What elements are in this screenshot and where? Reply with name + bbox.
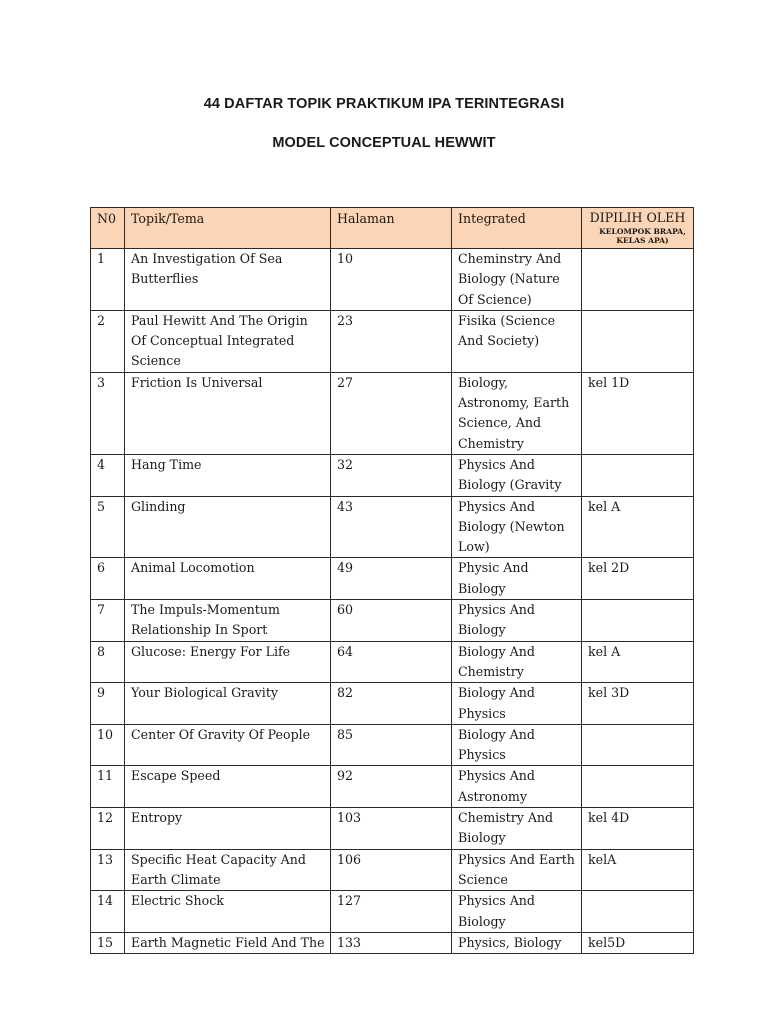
cell-page: 49	[331, 558, 452, 600]
cell-integrated: Physics And Biology	[452, 891, 582, 933]
cell-integrated: Biology And Physics	[452, 724, 582, 766]
cell-page: 133	[331, 932, 452, 953]
cell-page: 43	[331, 496, 452, 558]
table-row	[91, 849, 694, 891]
table-header	[91, 208, 694, 249]
cell-topic: Paul Hewitt And The Origin Of Conceptual Integrated Science	[125, 310, 331, 372]
header-no: N0	[91, 208, 125, 249]
cell-chosen-by	[582, 891, 694, 933]
cell-topic: Escape Speed	[125, 766, 331, 808]
table-row	[91, 891, 694, 933]
cell-page: 106	[331, 849, 452, 891]
header-page: Halaman	[331, 208, 452, 249]
cell-topic: Specific Heat Capacity And Earth Climate	[125, 849, 331, 891]
cell-chosen-by: kelA	[582, 849, 694, 891]
cell-integrated: Physics And Biology (Newton Low)	[452, 496, 582, 558]
cell-chosen-by: kel 3D	[582, 683, 694, 725]
table-row	[91, 683, 694, 725]
table-body	[91, 249, 694, 954]
cell-no: 13	[91, 849, 125, 891]
cell-topic: Your Biological Gravity	[125, 683, 331, 725]
cell-topic: Center Of Gravity Of People	[125, 724, 331, 766]
cell-no: 6	[91, 558, 125, 600]
cell-topic: An Investigation Of Sea Butterflies	[125, 249, 331, 311]
cell-no: 11	[91, 766, 125, 808]
table-row	[91, 372, 694, 454]
cell-no: 9	[91, 683, 125, 725]
cell-integrated: Biology And Physics	[452, 683, 582, 725]
cell-chosen-by	[582, 249, 694, 311]
cell-no: 3	[91, 372, 125, 454]
table-row	[91, 808, 694, 850]
table-row	[91, 724, 694, 766]
cell-page: 127	[331, 891, 452, 933]
table-row	[91, 454, 694, 496]
table-row	[91, 558, 694, 600]
cell-chosen-by	[582, 600, 694, 642]
document-title: 44 DAFTAR TOPIK PRAKTIKUM IPA TERINTEGRASI	[203, 96, 565, 112]
cell-no: 4	[91, 454, 125, 496]
cell-topic: Animal Locomotion	[125, 558, 331, 600]
header-chosen-by-label: DIPILIH OLEH	[589, 210, 686, 225]
cell-no: 1	[91, 249, 125, 311]
cell-topic: Glucose: Energy For Life	[125, 641, 331, 683]
cell-chosen-by	[582, 724, 694, 766]
table-row	[91, 932, 694, 953]
cell-chosen-by	[582, 310, 694, 372]
cell-integrated: Physics And Earth Science	[452, 849, 582, 891]
cell-no: 5	[91, 496, 125, 558]
cell-page: 10	[331, 249, 452, 311]
cell-topic: Entropy	[125, 808, 331, 850]
cell-page: 82	[331, 683, 452, 725]
table-row	[91, 600, 694, 642]
cell-integrated: Physics And Biology (Gravity	[452, 454, 582, 496]
header-row	[91, 208, 694, 249]
topics-table	[90, 207, 694, 954]
cell-topic: Electric Shock	[125, 891, 331, 933]
cell-chosen-by	[582, 454, 694, 496]
table-row	[91, 310, 694, 372]
cell-chosen-by: kel 1D	[582, 372, 694, 454]
cell-integrated: Physics And Astronomy	[452, 766, 582, 808]
cell-no: 14	[91, 891, 125, 933]
header-topic: Topik/Tema	[125, 208, 331, 249]
cell-topic: Friction Is Universal	[125, 372, 331, 454]
cell-chosen-by: kel A	[582, 496, 694, 558]
cell-integrated: Cheminstry And Biology (Nature Of Science)	[452, 249, 582, 311]
cell-page: 85	[331, 724, 452, 766]
cell-no: 2	[91, 310, 125, 372]
cell-topic: Glinding	[125, 496, 331, 558]
cell-chosen-by	[582, 766, 694, 808]
cell-no: 12	[91, 808, 125, 850]
cell-integrated: Physics, Biology	[452, 932, 582, 953]
cell-page: 32	[331, 454, 452, 496]
cell-chosen-by: kel 2D	[582, 558, 694, 600]
document-subtitle: MODEL CONCEPTUAL HEWWIT	[272, 135, 496, 151]
cell-no: 8	[91, 641, 125, 683]
cell-integrated: Physics And Biology	[452, 600, 582, 642]
header-chosen-by	[582, 208, 694, 249]
table-row	[91, 249, 694, 311]
cell-integrated: Chemistry And Biology	[452, 808, 582, 850]
cell-chosen-by: kel A	[582, 641, 694, 683]
cell-page: 92	[331, 766, 452, 808]
table-row	[91, 766, 694, 808]
cell-no: 15	[91, 932, 125, 953]
cell-topic: Hang Time	[125, 454, 331, 496]
cell-no: 7	[91, 600, 125, 642]
cell-topic: Earth Magnetic Field And The	[125, 932, 331, 953]
cell-chosen-by: kel 4D	[582, 808, 694, 850]
cell-integrated: Fisika (Science And Society)	[452, 310, 582, 372]
cell-integrated: Biology, Astronomy, Earth Science, And Chemistry	[452, 372, 582, 454]
table-row	[91, 641, 694, 683]
cell-topic: The Impuls-Momentum Relationship In Sport	[125, 600, 331, 642]
cell-page: 23	[331, 310, 452, 372]
cell-page: 27	[331, 372, 452, 454]
cell-page: 64	[331, 641, 452, 683]
cell-integrated: Physic And Biology	[452, 558, 582, 600]
cell-page: 103	[331, 808, 452, 850]
cell-integrated: Biology And Chemistry	[452, 641, 582, 683]
header-chosen-by-note: KELOMPOK BRAPA, KELAS APA)	[599, 227, 686, 245]
cell-page: 60	[331, 600, 452, 642]
header-integrated: Integrated	[452, 208, 582, 249]
cell-chosen-by: kel5D	[582, 932, 694, 953]
table-row	[91, 496, 694, 558]
cell-no: 10	[91, 724, 125, 766]
